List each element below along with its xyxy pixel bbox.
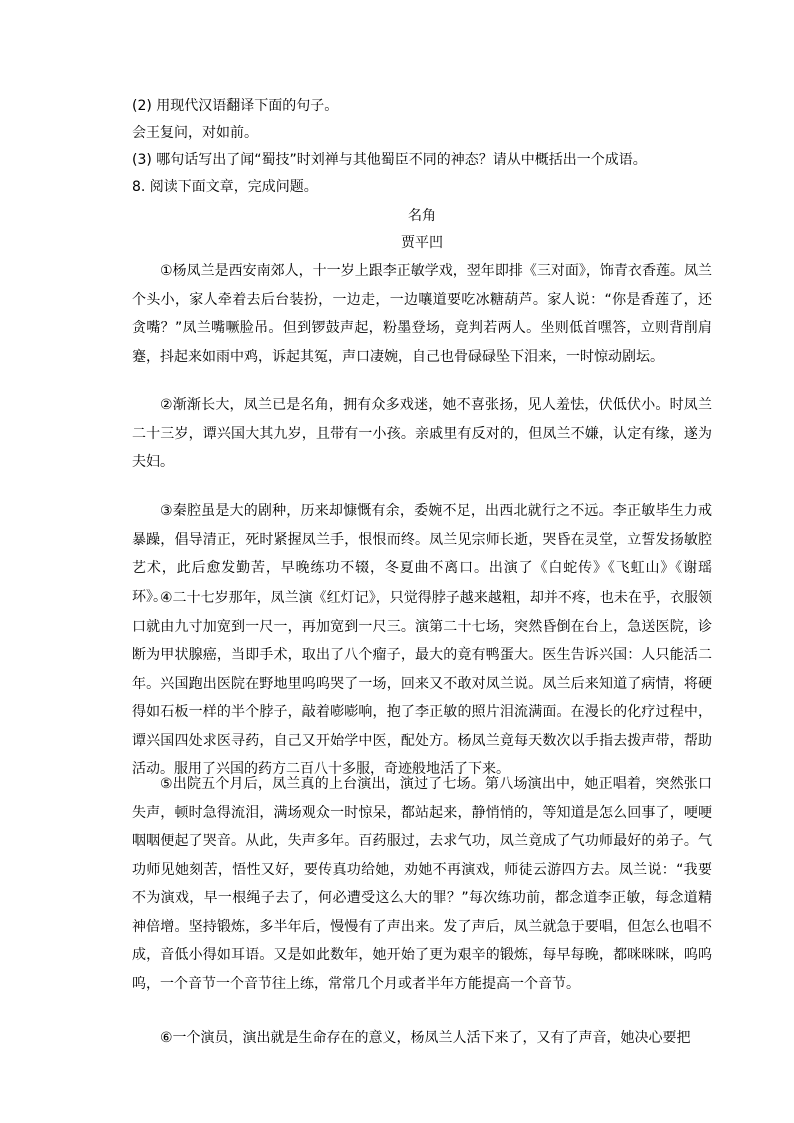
article-author: 贾平凹 [401, 235, 443, 251]
question-2: (2) 用现代汉语翻译下面的句子。 [132, 98, 339, 114]
question-8: 8. 阅读下面文章，完成问题。 [132, 179, 318, 195]
paragraph-5: ⑤出院五个月后，凤兰真的上台演出，演过了七场。第八场演出中，她正唱着，突然张口失声，顿时急得流泪，满场观众一时惊呆，都站起来，静悄悄的，等知道是怎么回事了，哽哽咽咽便起了哭音。从此，失声多年。百药服过，去求气功，凤兰竟成了气功师最好的弟子。气功师见她刻苦，悟性又好，要传真功给她，劝她不再演戏，师徒云游四方去。凤兰说：“我要不为演戏，早一根绳子去了，何必遭受这么大的罪？”每次练功前，都念道李正敏，每念道精神倍增。坚持锻炼，多半年后，慢慢有了声出来。发了声后，凤兰就急于要唱，但怎么也唱不成，音低小得如耳语。又是如此数年，她开始了更为艰辛的锻炼，每早每晚，都咪咪咪，呜呜呜，一个音节一个音节往上练，常常几个月或者半年方能提高一个音节。 [132, 776, 712, 992]
question-2-sentence: 会王复问，对如前。 [132, 125, 258, 141]
paragraph-3: ③秦腔虽是大的剧种，历来却慷慨有余，委婉不足，出西北就行之不远。李正敏毕生力戒暴躁，倡导清正，死时紧握凤兰手，恨恨而终。凤兰见宗师长逝，哭昏在灵堂，立誓发扬敏腔艺术，此后愈发勤苦，早晚练功不辍，冬夏曲不离口。出演了《白蛇传》《飞虹山》《谢瑶环》。 [132, 503, 712, 605]
question-3: (3) 哪句话写出了闻“蜀技”时刘禅与其他蜀臣不同的神态？请从中概括出一个成语。 [132, 152, 647, 168]
paragraph-1: ①杨凤兰是西安南郊人，十一岁上跟李正敏学戏，翌年即排《三对面》，饰青衣香莲。凤兰个头小，家人牵着去后台装扮，一边走，一边嚷道要吃冰糖葫芦。家人说：“你是香莲了，还贪嘴？”凤兰嘴噘脸吊。但到锣鼓声起，粉墨登场，竟判若两人。坐则低首嘿答，立则背削肩蹇，抖起来如雨中鸡，诉起其冤，声口凄婉，自己也骨碌碌坠下泪来，一时惊动剧坛。 [132, 263, 712, 365]
paragraph-6: ⑥一个演员，演出就是生命存在的意义，杨凤兰人活下来了，又有了声音，她决心要把 [160, 1030, 691, 1046]
paragraph-4: ④二十七岁那年，凤兰演《红灯记》，只觉得脖子越来越粗，却并不疼，也未在乎，衣服领口就由九寸加宽到一尺一，再加宽到一尺三。演第二十七场，突然昏倒在台上，急送医院，诊断为甲状腺癌，当即手术，取出了八个瘤子，最大的竟有鸭蛋大。医生告诉兴国：人只能活二年。兴国跑出医院在野地里呜呜哭了一场，回来又不敢对凤兰说。凤兰后来知道了病情，将硬得如石板一样的半个脖子，敲着嘭嘭响，抱了李正敏的照片泪流满面。在漫长的化疗过程中，谭兴国四处求医寻药，自己又开始学中医，配处方。杨凤兰竟每天数次以手指去拨声带，帮助活动。服用了兴国的药方二百八十多服，奇迹般地活了下来。 [132, 590, 712, 777]
article-title: 名角 [408, 208, 436, 224]
paragraph-2: ②渐渐长大，凤兰已是名角，拥有众多戏迷，她不喜张扬，见人羞怯，伏低伏小。时凤兰二十三岁，谭兴国大其九岁，且带有一小孩。亲戚里有反对的，但凤兰不嫌，认定有缘，遂为夫妇。 [132, 397, 712, 470]
